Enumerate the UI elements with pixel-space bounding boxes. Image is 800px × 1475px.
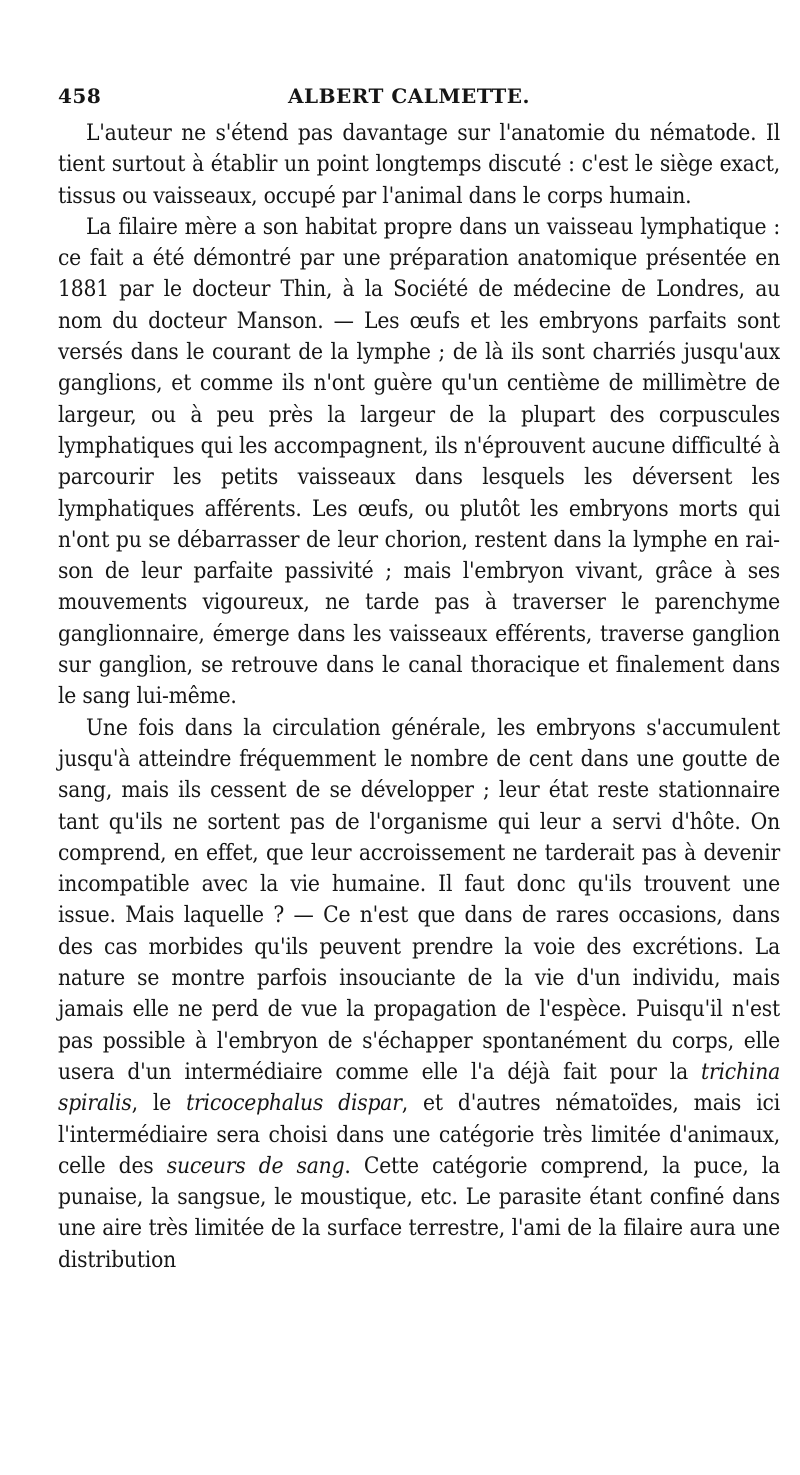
page-header bbox=[58, 84, 760, 114]
text-segment: , et d'autres nématoïdes, mais ici l'intermédiaire sera choisi dans une catégorie très limitée d'animaux, celle des bbox=[58, 1090, 780, 1179]
species-name-italic: tricocephalus dispar bbox=[186, 1090, 402, 1117]
page-number: 458 bbox=[58, 84, 102, 108]
paragraph bbox=[58, 118, 780, 212]
paragraph bbox=[58, 212, 780, 713]
emphasis-italic: suceurs de sang bbox=[166, 1152, 345, 1179]
text-segment: Une fois dans la circulation générale, les embryons s'accumulent jusqu'à atteindre fréquemment le nombre de cent dans une goutte de sang, mais ils cessent de se développer ; leur état reste stationnaire tant qu'ils ne sortent pas de l'organisme qui leur a servi d'hôte. On comprend, en effet, que leur accroissement ne tarderait pas à devenir incompatible avec la vie humaine. Il faut donc qu'ils trouvent une issue. Mais laquelle ? — Ce n'est que dans de rares occasions, dans des cas morbides qu'ils peuvent prendre la voie des excrétions. La nature se montre parfois insouciante de la vie d'un individu, mais jamais elle ne perd de vue la propagation de l'espèce. Puisqu'il n'est pas possible à l'embryon de s'échapper spontanément du corps, elle usera d'un intermédiaire comme elle l'a déjà fait pour la bbox=[58, 714, 780, 1085]
running-head: ALBERT CALMETTE. bbox=[288, 84, 530, 108]
text-segment: . Cette catégorie comprend, la puce, la punaise, la sangsue, le moustique, etc. Le parasite étant confiné dans une aire très limitée de la surface terrestre, l'ami de la filaire aura une distribution bbox=[58, 1152, 780, 1273]
species-name-italic: trichina spiralis bbox=[58, 1058, 780, 1117]
text-segment: L'auteur ne s'étend pas davantage sur l'anatomie du nématode. Il tient surtout à établir un point longtemps discuté : c'est le siège exact, tissus ou vaisseaux, occupé par l'animal dans le corps humain. bbox=[58, 120, 780, 209]
text-segment: , le bbox=[131, 1090, 187, 1117]
body-text bbox=[58, 118, 780, 1276]
paragraph bbox=[58, 713, 780, 1276]
text-segment: La filaire mère a son habitat propre dans un vaisseau lymphatique : ce fait a été démontré par une préparation anatomique présentée en 1881 par le docteur Thin, à la Société de médecine de Londres, au nom du docteur Manson. — Les œufs et les embryons parfaits sont versés dans le courant de la lymphe ; de là ils sont charriés jusqu'aux ganglions, et comme ils n'ont guère qu'un centième de millimètre de largeur, ou à peu près la largeur de la plupart des corpuscules lymphatiques qui les accompagnent, ils n'éprouvent aucune difficulté à parcourir les petits vaisseaux dans lesquels les déversent les lymphatiques afférents. Les œufs, ou plutôt les embryons morts qui n'ont pu se débarrasser de leur chorion, restent dans la lymphe en raison de leur parfaite passivité ; mais l'embryon vivant, grâce à ses mouvements vigoureux, ne tarde pas à traverser le parenchyme ganglionnaire, émerge dans les vaisseaux efférents, traverse ganglion sur ganglion, se retrouve dans le canal thoracique et finalement dans le sang lui-même. bbox=[58, 213, 780, 710]
